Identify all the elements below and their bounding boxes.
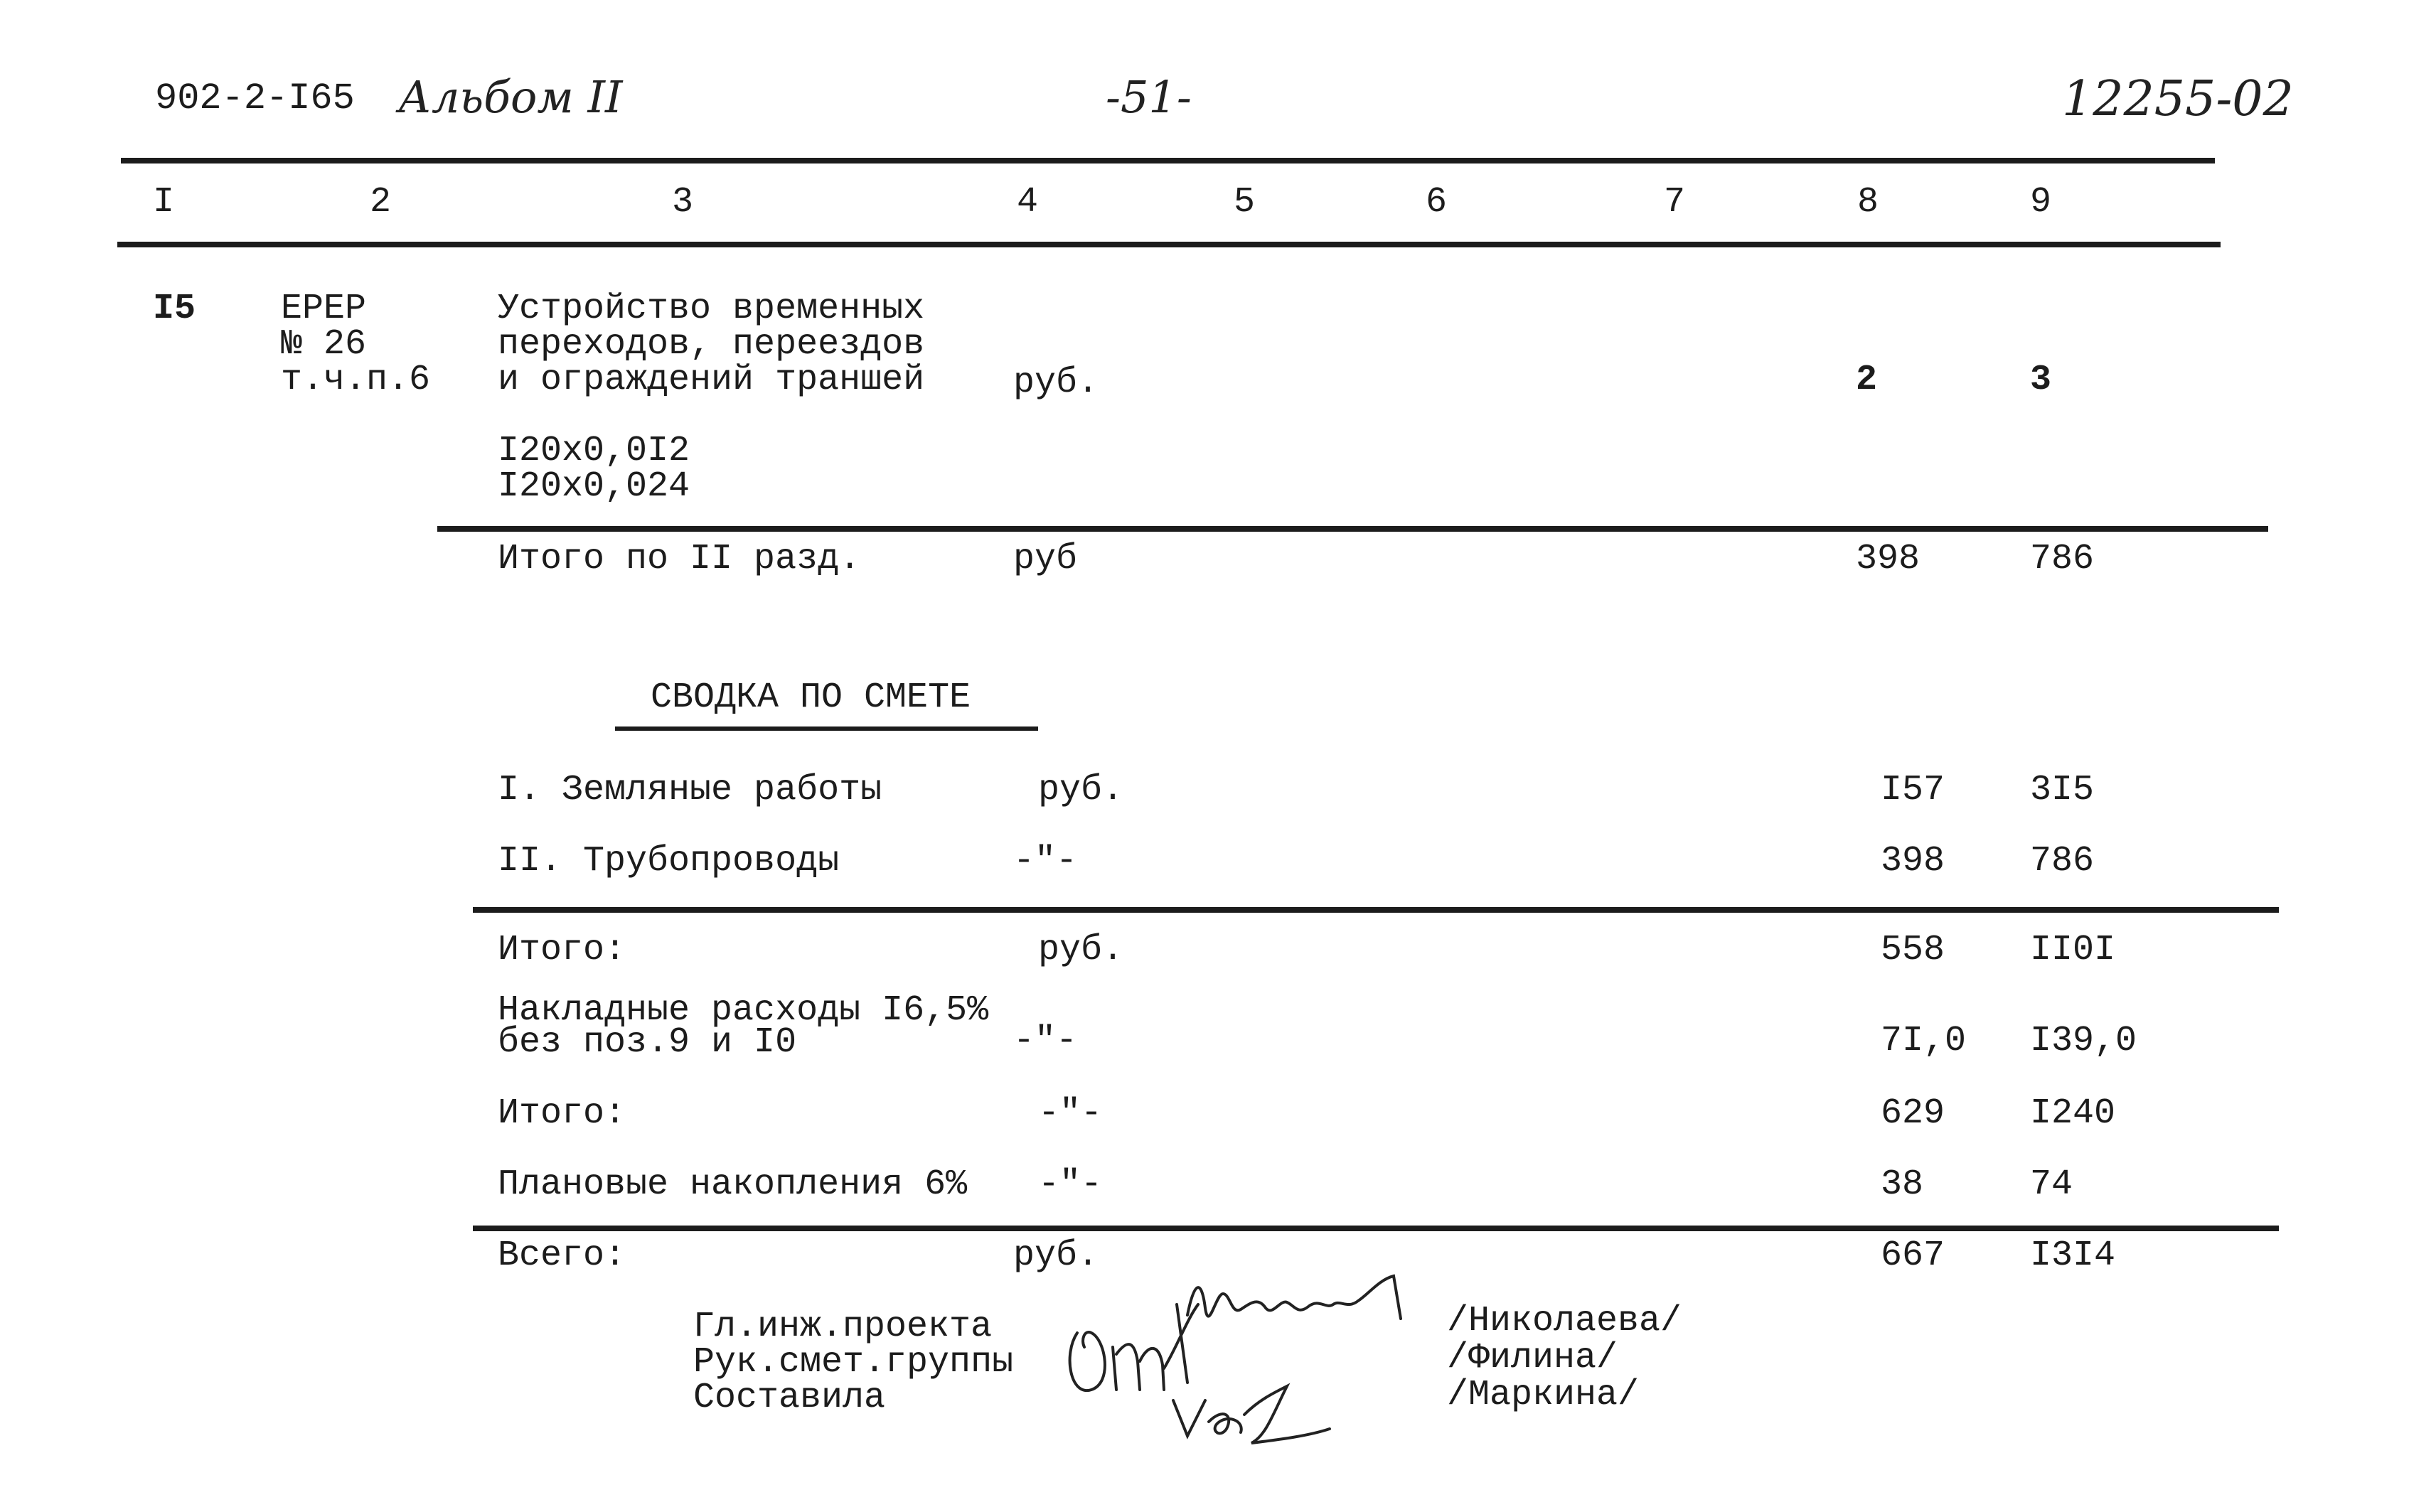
col-header-7: 7 <box>1664 182 1686 222</box>
signature-role-3: Составила <box>693 1378 886 1418</box>
archive-number: 12255-02 <box>2062 71 2294 127</box>
doc-code: 902-2-I65 <box>155 77 355 119</box>
col-header-5: 5 <box>1234 182 1256 222</box>
summary-col8: I57 <box>1881 770 1945 810</box>
page-number: -51- <box>1106 71 1192 123</box>
summary-unit: руб. <box>1013 1235 1099 1276</box>
summary-col9: I3I4 <box>2030 1235 2116 1276</box>
col-header-2: 2 <box>370 182 392 222</box>
item-calc-2: I20x0,024 <box>498 466 690 507</box>
summary-unit: -"- <box>1038 1164 1103 1205</box>
summary-title-underline <box>615 726 1038 731</box>
summary-label: Плановые накопления 6% <box>498 1164 968 1205</box>
col-header-6: 6 <box>1426 182 1448 222</box>
summary-unit: -"- <box>1013 841 1078 881</box>
item-unit: руб. <box>1013 363 1099 403</box>
summary-col8: 558 <box>1881 930 1945 970</box>
item-ref-1: ЕРЕР <box>281 289 367 329</box>
summary-col9: 3I5 <box>2030 770 2095 810</box>
summary-col9: I39,0 <box>2030 1021 2137 1061</box>
summary-label: Накладные расходы I6,5% <box>498 990 989 1031</box>
summary-col9: 74 <box>2030 1164 2073 1205</box>
summary-label: Итого: <box>498 930 626 970</box>
summary-col8: 629 <box>1881 1093 1945 1134</box>
signature-name-2: /Филина/ <box>1447 1338 1618 1378</box>
summary-label: II. Трубопроводы <box>498 841 840 881</box>
summary-label: Итого: <box>498 1093 626 1134</box>
signature-role-2: Рук.смет.группы <box>693 1342 1014 1383</box>
item-calc-1: I20x0,0I2 <box>498 431 690 471</box>
item-number: I5 <box>153 289 196 329</box>
item-desc-1: Устройство временных <box>498 289 925 329</box>
item-col8: 2 <box>1856 360 1878 400</box>
col-header-9: 9 <box>2030 182 2052 222</box>
album-label: Альбом II <box>398 71 623 123</box>
summary-col8: 38 <box>1881 1164 1924 1205</box>
section-total-col8: 398 <box>1856 539 1921 579</box>
item-ref-2: № 26 <box>281 324 367 365</box>
item-desc-3: и ограждений траншей <box>498 360 925 400</box>
summary-col8: 398 <box>1881 841 1945 881</box>
summary-unit: -"- <box>1013 1021 1078 1061</box>
item-ref-3: т.ч.п.6 <box>281 360 431 400</box>
col-header-8: 8 <box>1857 182 1879 222</box>
summary-col8: 667 <box>1881 1235 1945 1276</box>
summary-label-cont: без поз.9 и I0 <box>498 1022 797 1063</box>
summary-col8: 7I,0 <box>1881 1021 1967 1061</box>
signature-role-1: Гл.инж.проекта <box>693 1307 993 1347</box>
item-col9: 3 <box>2030 360 2052 400</box>
handwritten-signature-3 <box>1166 1372 1337 1457</box>
section-total-label: Итого по II разд. <box>498 539 861 579</box>
signature-name-1: /Николаева/ <box>1447 1301 1682 1341</box>
summary-label: Всего: <box>498 1235 626 1276</box>
summary-subtotal-rule <box>473 907 2279 913</box>
summary-col9: 786 <box>2030 841 2095 881</box>
summary-col9: II0I <box>2030 930 2116 970</box>
summary-unit: руб. <box>1038 770 1124 810</box>
item-desc-2: переходов, переездов <box>498 324 925 365</box>
header-bottom-rule <box>117 242 2221 247</box>
summary-unit: -"- <box>1038 1093 1103 1134</box>
section-total-unit: руб <box>1013 539 1078 579</box>
summary-total-rule <box>473 1226 2279 1231</box>
section-total-col9: 786 <box>2030 539 2095 579</box>
summary-label: I. Земляные работы <box>498 770 882 810</box>
summary-col9: I240 <box>2030 1093 2116 1134</box>
summary-unit: руб. <box>1038 930 1124 970</box>
col-header-4: 4 <box>1017 182 1039 222</box>
signature-name-3: /Маркина/ <box>1447 1375 1640 1415</box>
section-total-rule <box>437 526 2268 532</box>
col-header-3: 3 <box>672 182 694 222</box>
summary-title: СВОДКА ПО СМЕТЕ <box>651 677 971 718</box>
col-header-1: I <box>153 182 175 222</box>
top-rule <box>121 158 2215 163</box>
